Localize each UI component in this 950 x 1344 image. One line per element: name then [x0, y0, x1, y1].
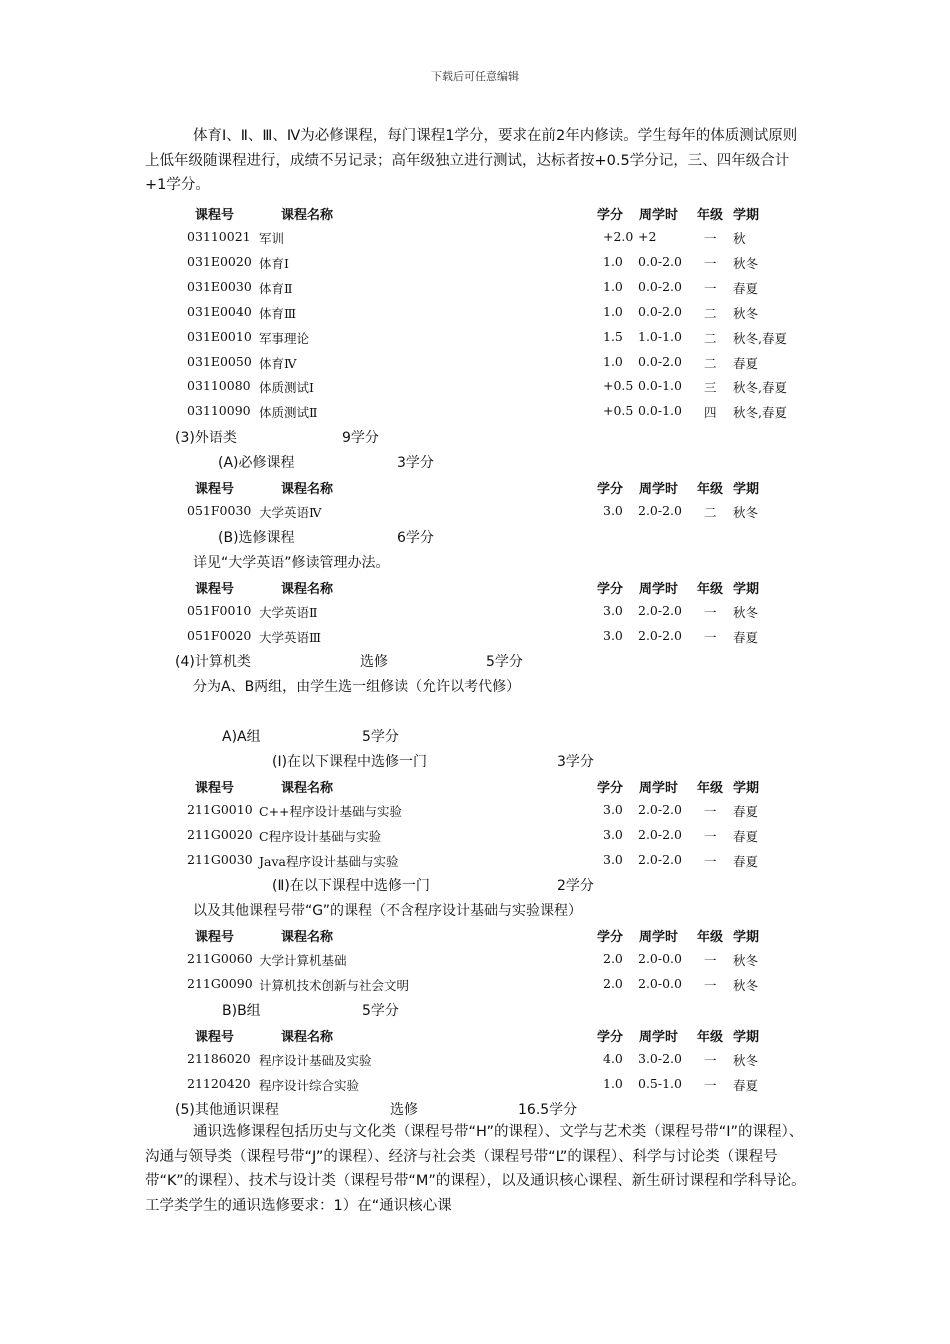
cell-term: 秋冬 [733, 255, 759, 271]
column-header-grade: 年级 [697, 208, 724, 223]
closing-paragraph: 通识选修课程包括历史与文化类（课程号带“H”的课程）、文学与艺术类（课程号带“I”的课程）、沟通与领导类（课程号带“J”的课程）、经济与社会类（课程号带“L”的课程）、科学与讨论类（课程号带“K”的课程）、技术与设计类（课程号带“M”的课程），以及通识核心课程、新生研讨课程和学科导论。工学类学生的通识选修要求：1）在“通识核心课 [145, 1124, 806, 1215]
cell-code: 031E0040 [187, 303, 252, 319]
section-5-credit: 16.5学分 [518, 1102, 578, 1118]
column-header-name: 课程名称 [281, 482, 334, 497]
page-header: 下载后可任意编辑 [431, 70, 519, 83]
cell-credit: 3.0 [603, 503, 623, 518]
cell-name: C程序设计基础与实验 [259, 828, 382, 844]
cell-credit: 3.0 [603, 603, 623, 618]
cell-grade: 一 [704, 853, 717, 869]
column-header-grade: 年级 [697, 482, 724, 497]
cell-hours: 3.0-2.0 [638, 1051, 682, 1066]
cell-name: Java程序设计基础与实验 [259, 853, 399, 869]
cell-term: 春夏 [733, 355, 759, 371]
group-a2-note: 以及其他课程号带“G”的课程（不含程序设计基础与实验课程） [193, 903, 583, 919]
cell-credit: 3.0 [603, 851, 623, 867]
section-3b-credit: 6学分 [397, 530, 434, 546]
cell-name: 大学英语Ⅱ [259, 605, 318, 620]
cell-credit: 2.0 [603, 951, 623, 966]
group-b-credit: 5学分 [362, 1003, 399, 1019]
cell-hours: +2 [638, 229, 657, 244]
group-b-title: B)B组 [222, 1003, 261, 1019]
cell-credit: +2.0 [603, 229, 634, 244]
column-header-code: 课程号 [195, 930, 235, 945]
cell-name: 大学英语Ⅲ [259, 629, 322, 645]
cell-term: 春夏 [733, 853, 759, 869]
cell-code: 03110080 [187, 378, 251, 394]
cell-name: 体育Ⅱ [259, 280, 293, 296]
cell-grade: 一 [704, 804, 717, 819]
column-header-grade: 年级 [697, 1030, 724, 1045]
column-header-term: 学期 [733, 482, 760, 497]
cell-term: 秋冬,春夏 [733, 330, 787, 346]
cell-term: 秋冬 [733, 977, 759, 993]
cell-credit: 3.0 [603, 802, 623, 817]
cell-grade: 一 [704, 953, 717, 968]
cell-code: 211G0030 [187, 851, 253, 867]
column-header-hours: 周学时 [639, 1030, 679, 1045]
cell-grade: 一 [704, 280, 717, 296]
cell-term: 春夏 [733, 1077, 759, 1093]
cell-term: 秋冬 [733, 605, 759, 620]
cell-hours: 1.0-1.0 [638, 328, 682, 344]
cell-term: 秋冬,春夏 [733, 405, 787, 421]
cell-name: 程序设计基础及实验 [259, 1053, 372, 1068]
cell-term: 秋冬 [733, 305, 759, 321]
section-3b-note: 详见“大学英语”修读管理办法。 [193, 555, 390, 571]
cell-grade: 二 [704, 505, 717, 520]
cell-name: 体质测试Ⅱ [259, 405, 318, 421]
column-header-credit: 学分 [597, 930, 624, 945]
cell-code: 21186020 [187, 1051, 251, 1066]
cell-credit: 1.0 [603, 353, 623, 369]
column-header-term: 学期 [733, 582, 760, 597]
cell-credit: 1.0 [603, 253, 623, 269]
section-4-credit: 5学分 [486, 654, 523, 670]
cell-name: 大学英语Ⅳ [259, 505, 322, 520]
section-4-note: 分为A、B两组，由学生选一组修读（允许以考代修） [193, 679, 521, 695]
column-header-code: 课程号 [195, 208, 235, 223]
cell-grade: 一 [704, 255, 717, 271]
cell-code: 031E0020 [187, 253, 252, 269]
cell-code: 211G0020 [187, 826, 253, 842]
group-a-credit: 5学分 [362, 729, 399, 745]
cell-code: 031E0050 [187, 353, 252, 369]
cell-credit: 3.0 [603, 826, 623, 842]
column-header-code: 课程号 [195, 1030, 235, 1045]
cell-credit: 1.0 [603, 1075, 623, 1091]
group-a1-title: (Ⅰ)在以下课程中选修一门 [272, 754, 428, 770]
column-header-hours: 周学时 [639, 781, 679, 796]
cell-credit: 1.0 [603, 278, 623, 294]
section-4-type: 选修 [360, 654, 388, 670]
column-header-term: 学期 [733, 1030, 760, 1045]
cell-grade: 三 [704, 380, 717, 396]
column-header-hours: 周学时 [639, 208, 679, 223]
cell-name: 体育Ⅰ [259, 255, 289, 271]
cell-term: 春夏 [733, 629, 759, 645]
column-header-name: 课程名称 [281, 582, 334, 597]
cell-hours: 0.0-1.0 [638, 403, 682, 419]
cell-grade: 一 [704, 828, 717, 844]
cell-hours: 0.0-2.0 [638, 253, 682, 269]
column-header-code: 课程号 [195, 582, 235, 597]
group-a2-credit: 2学分 [557, 878, 594, 894]
cell-name: 体育Ⅳ [259, 355, 297, 371]
cell-grade: 一 [704, 629, 717, 645]
cell-term: 春夏 [733, 828, 759, 844]
cell-term: 秋 [733, 231, 746, 246]
column-header-hours: 周学时 [639, 582, 679, 597]
cell-term: 秋冬 [733, 505, 759, 520]
cell-grade: 二 [704, 305, 717, 321]
cell-term: 春夏 [733, 280, 759, 296]
cell-grade: 一 [704, 605, 717, 620]
cell-grade: 一 [704, 1077, 717, 1093]
section-3a-title: (A)必修课程 [218, 455, 295, 471]
section-5-title: (5)其他通识课程 [175, 1102, 279, 1118]
cell-name: C++程序设计基础与实验 [259, 804, 403, 819]
cell-hours: 0.5-1.0 [638, 1075, 682, 1091]
section-3-credit: 9学分 [342, 430, 379, 446]
cell-grade: 一 [704, 1053, 717, 1068]
intro-paragraph: 体育Ⅰ、Ⅱ、Ⅲ、Ⅳ为必修课程，每门课程1学分，要求在前2年内修读。学生每年的体质测试原则上低年级随课程进行，成绩不另记录；高年级独立进行测试，达标者按+0.5学分记，三、四年级合计+1学分。 [145, 128, 798, 194]
section-3a-credit: 3学分 [397, 455, 434, 471]
column-header-name: 课程名称 [281, 208, 334, 223]
cell-code: 211G0060 [187, 951, 253, 966]
cell-credit: +0.5 [603, 378, 634, 394]
cell-code: 051F0020 [187, 627, 252, 643]
cell-term: 秋冬 [733, 953, 759, 968]
cell-term: 秋冬,春夏 [733, 380, 787, 396]
cell-grade: 一 [704, 231, 717, 246]
cell-hours: 2.0-2.0 [638, 603, 682, 618]
cell-hours: 2.0-2.0 [638, 802, 682, 817]
cell-name: 程序设计综合实验 [259, 1077, 360, 1093]
cell-code: 03110090 [187, 403, 251, 419]
cell-term: 秋冬 [733, 1053, 759, 1068]
cell-name: 计算机技术创新与社会文明 [259, 977, 410, 993]
cell-grade: 二 [704, 355, 717, 371]
cell-hours: 2.0-2.0 [638, 503, 682, 518]
column-header-credit: 学分 [597, 482, 624, 497]
section-3b-title: (B)选修课程 [218, 530, 295, 546]
column-header-credit: 学分 [597, 208, 624, 223]
column-header-term: 学期 [733, 208, 760, 223]
cell-hours: 2.0-0.0 [638, 975, 682, 991]
cell-grade: 一 [704, 977, 717, 993]
column-header-grade: 年级 [697, 781, 724, 796]
group-a-title: A)A组 [222, 729, 261, 745]
section-5-type: 选修 [390, 1102, 418, 1118]
cell-code: 051F0010 [187, 603, 252, 618]
cell-name: 大学计算机基础 [259, 953, 347, 968]
cell-hours: 0.0-2.0 [638, 353, 682, 369]
cell-hours: 2.0-2.0 [638, 627, 682, 643]
cell-name: 军事理论 [259, 330, 310, 346]
cell-credit: 2.0 [603, 975, 623, 991]
cell-hours: 0.0-1.0 [638, 378, 682, 394]
cell-code: 211G0090 [187, 975, 253, 991]
column-header-code: 课程号 [195, 781, 235, 796]
column-header-term: 学期 [733, 930, 760, 945]
group-a2-title: (Ⅱ)在以下课程中选修一门 [272, 878, 430, 894]
column-header-hours: 周学时 [639, 482, 679, 497]
column-header-grade: 年级 [697, 930, 724, 945]
cell-hours: 0.0-2.0 [638, 278, 682, 294]
column-header-name: 课程名称 [281, 1030, 334, 1045]
cell-code: 03110021 [187, 229, 251, 244]
cell-credit: 1.0 [603, 303, 623, 319]
cell-name: 体育Ⅲ [259, 305, 297, 321]
column-header-term: 学期 [733, 781, 760, 796]
cell-hours: 0.0-2.0 [638, 303, 682, 319]
cell-code: 031E0010 [187, 328, 252, 344]
cell-name: 体质测试Ⅰ [259, 380, 314, 396]
section-4-title: (4)计算机类 [175, 654, 251, 670]
cell-code: 031E0030 [187, 278, 252, 294]
cell-credit: +0.5 [603, 403, 634, 419]
cell-credit: 4.0 [603, 1051, 623, 1066]
cell-grade: 二 [704, 330, 717, 346]
cell-hours: 2.0-2.0 [638, 826, 682, 842]
cell-code: 051F0030 [187, 503, 252, 518]
cell-name: 军训 [259, 231, 285, 246]
cell-hours: 2.0-2.0 [638, 851, 682, 867]
cell-term: 春夏 [733, 804, 759, 819]
column-header-hours: 周学时 [639, 930, 679, 945]
group-a1-credit: 3学分 [557, 754, 594, 770]
column-header-credit: 学分 [597, 582, 624, 597]
cell-code: 21120420 [187, 1075, 251, 1091]
cell-grade: 四 [704, 405, 717, 421]
cell-credit: 1.5 [603, 328, 623, 344]
cell-hours: 2.0-0.0 [638, 951, 682, 966]
column-header-credit: 学分 [597, 781, 624, 796]
section-3-title: (3)外语类 [175, 430, 237, 446]
cell-credit: 3.0 [603, 627, 623, 643]
column-header-code: 课程号 [195, 482, 235, 497]
column-header-credit: 学分 [597, 1030, 624, 1045]
cell-code: 211G0010 [187, 802, 253, 817]
column-header-grade: 年级 [697, 582, 724, 597]
column-header-name: 课程名称 [281, 930, 334, 945]
column-header-name: 课程名称 [281, 781, 334, 796]
